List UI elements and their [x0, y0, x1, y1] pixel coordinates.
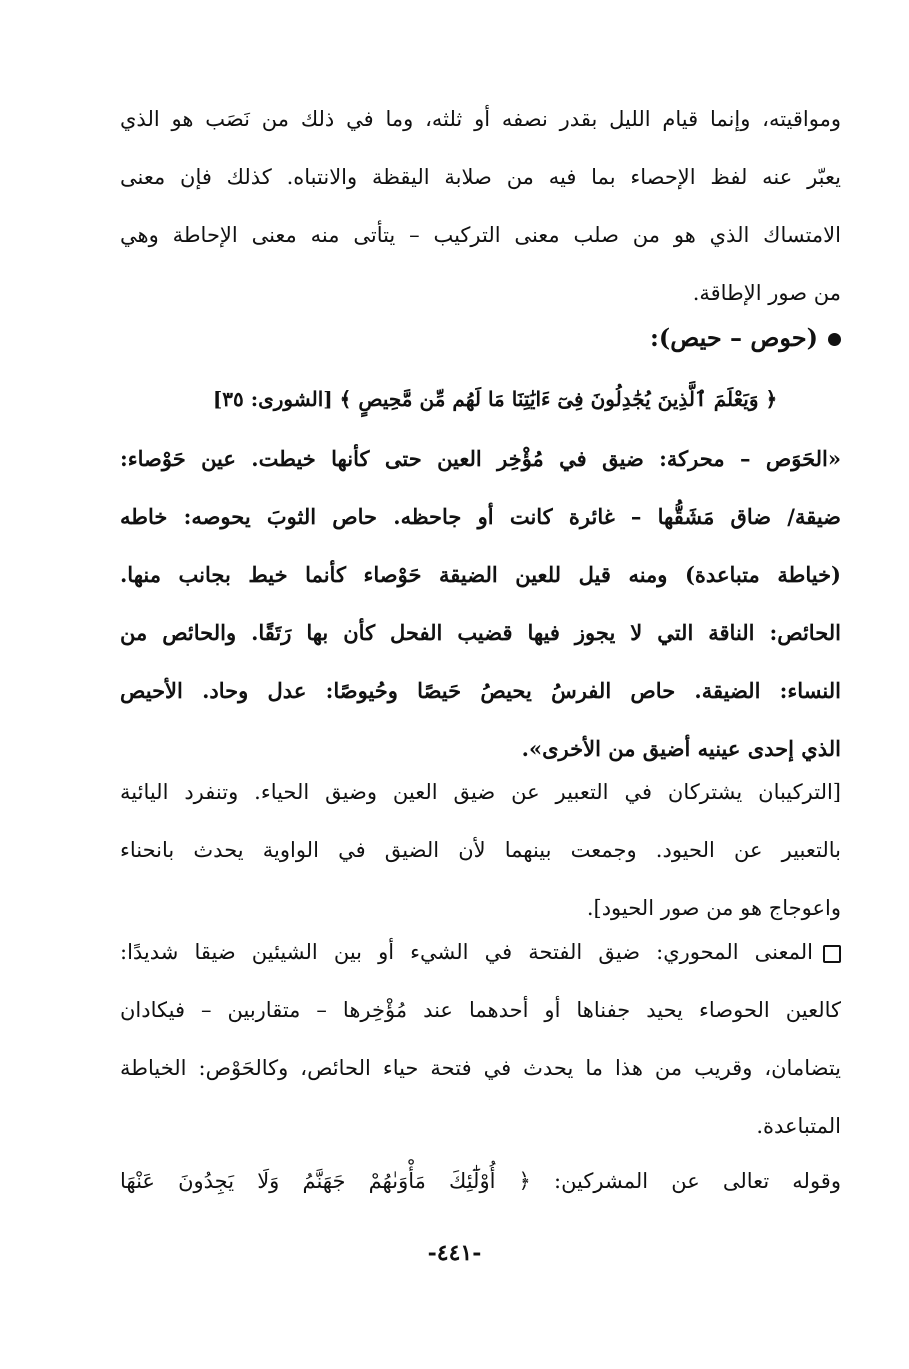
text-line: الحائص: الناقة التي لا يجوز فيها قضيب الفحل كأن بها رَتَقًا. والحائص من [120, 620, 841, 645]
page-number: -٤٤١- [427, 1240, 482, 1266]
text-line: النساء: الضيقة. حاص الفرسُ يحيصُ حَيصًا وحُيوصًا: عدل وحاد. الأحيص [120, 678, 841, 703]
text-line: وقوله تعالى عن المشركين: ﴿ أُوْلَٰٓئِكَ مَأْوَىٰهُمْ جَهَنَّمُ وَلَا يَجِدُونَ عَنْهَا [120, 1169, 841, 1193]
bullet-icon [828, 333, 841, 346]
entry-heading [441, 313, 841, 363]
text-line: ومواقيته، وإنما قيام الليل بقدر نصفه أو ثلثه، وما في ذلك من نَصَب هو الذي [120, 107, 841, 131]
text-line: من صور الإطاقة. [692, 281, 841, 305]
text-line: الذي إحدى عينيه أضيق من الأخرى». [521, 736, 841, 761]
text-line: كالعين الحوصاء يحيد جفناها أو أحدهما عند مُؤْخِرها – متقاربين – فيكادان [120, 998, 841, 1022]
commentary-paragraph [120, 763, 841, 937]
text-line: الامتساك الذي هو من صلب معنى التركيب – يتأتى منه معنى الإحاطة وهي [120, 223, 841, 247]
text-line: يتضامان، وقريب من هذا ما يحدث في فتحة حياء الحائص، وكالحَوْص: الخياطة [120, 1056, 841, 1080]
closing-paragraph [120, 1152, 841, 1210]
core-meaning-paragraph [120, 923, 841, 1155]
text-line: بالتعبير عن الحيود. وجمعت بينهما لأن الضيق في الواوية يحدث بانحناء [120, 838, 841, 862]
text-line: ضيقة/ ضاق مَشَقُّها – غائرة كانت أو جاحظه. حاص الثوبَ يحوصه: خاطه [120, 504, 841, 529]
square-outline-icon [823, 945, 841, 963]
text-line: المتباعدة. [756, 1114, 841, 1138]
text-line: يعبّر عنه لفظ الإحصاء بما فيه من صلابة اليقظة والانتباه. كذلك فإن معنى [120, 165, 841, 189]
definition-paragraph [120, 430, 841, 778]
text-line: واعوجاج هو من صور الحيود]. [586, 896, 841, 920]
text-line: (خياطة متباعدة) ومنه قيل للعين الضيقة حَوْصاء كأنما خيط بجانب منها. [120, 562, 841, 587]
quran-verse: ﴿ وَيَعْلَمَ ٱلَّذِينَ يُجَٰدِلُونَ فِىٓ ءَايَٰتِنَا مَا لَهُم مِّن مَّحِيصٍ ﴾ [الشورى: ٣٥] [212, 387, 778, 411]
text-line [120, 923, 841, 981]
intro-paragraph [120, 90, 841, 322]
text-line: «الحَوَص – محركة: ضيق في مُؤْخِر العين حتى كأنها خيطت. عين حَوْصاء: [120, 446, 841, 471]
core-meaning-first-line: المعنى المحوري: ضيق الفتحة في الشيء أو بين الشيئين ضيقا شديدًا: [120, 940, 813, 964]
entry-heading-text: (حوص – حيص): [649, 323, 818, 352]
text-line: [التركيبان يشتركان في التعبير عن ضيق العين وضيق الحياء. وتنفرد اليائية [120, 780, 841, 804]
